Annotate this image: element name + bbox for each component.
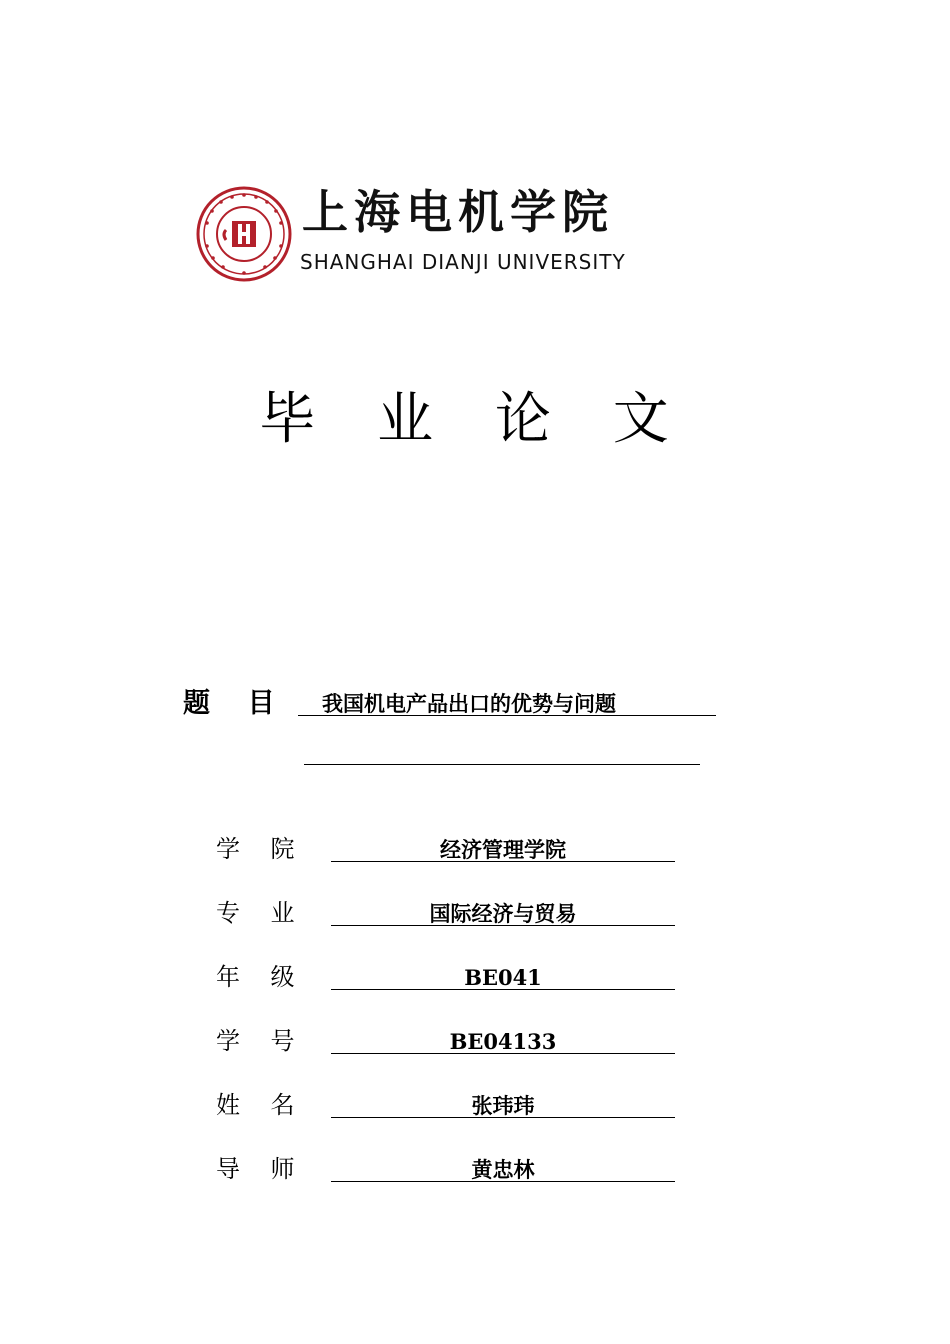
advisor-value: 黄忠林 (471, 1157, 535, 1182)
topic-underline-second (304, 764, 700, 765)
grade-underline (331, 989, 675, 990)
topic-underline (298, 715, 716, 716)
college-label: 学 院 (216, 835, 295, 863)
university-name-en: SHANGHAI DIANJI UNIVERSITY (300, 250, 626, 274)
name-underline (331, 1117, 675, 1118)
college-value: 经济管理学院 (440, 837, 566, 862)
college-underline (331, 861, 675, 862)
student-id-label: 学 号 (216, 1027, 295, 1055)
topic-label: 题 目 (183, 688, 275, 719)
major-underline (331, 925, 675, 926)
advisor-underline (331, 1181, 675, 1182)
student-id-underline (331, 1053, 675, 1054)
topic-value: 我国机电产品出口的优势与问题 (322, 691, 616, 716)
university-seal-icon (196, 186, 292, 282)
university-name-cn: 上海电机学院 (302, 185, 614, 239)
name-value: 张玮玮 (471, 1093, 535, 1118)
grade-label: 年 级 (216, 963, 295, 991)
student-id-value: BE04133 (449, 1029, 557, 1054)
name-label: 姓 名 (216, 1091, 295, 1119)
document-title: 毕 业 论 文 (259, 387, 691, 452)
advisor-label: 导 师 (216, 1155, 295, 1183)
major-value: 国际经济与贸易 (429, 901, 577, 926)
major-label: 专 业 (216, 899, 295, 927)
university-logo (196, 186, 686, 282)
grade-value: BE041 (464, 965, 542, 990)
